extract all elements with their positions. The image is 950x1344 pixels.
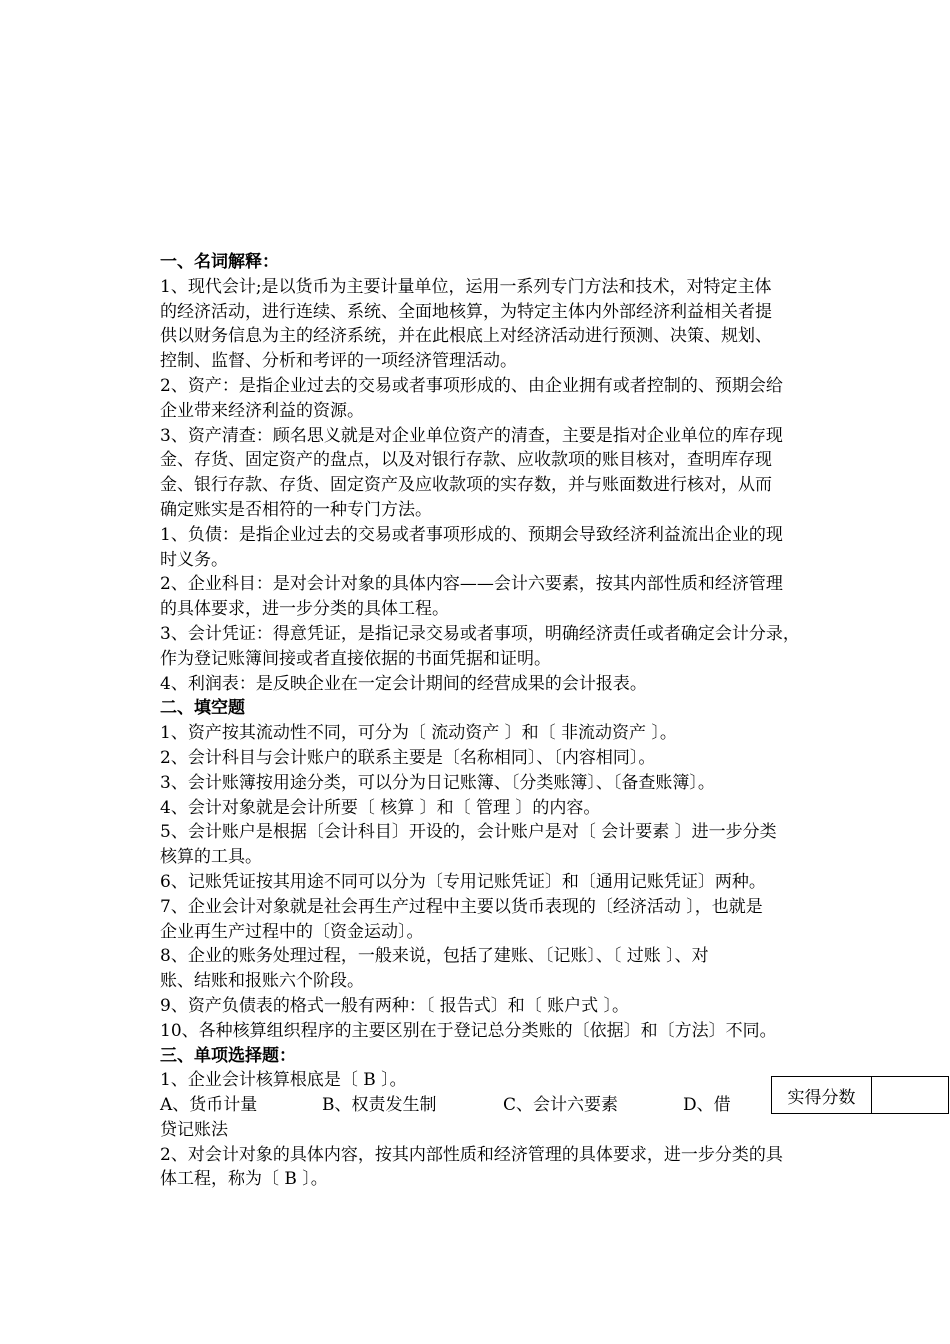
term-vouchers (160, 622, 868, 672)
text-line: 10、各种核算组织程序的主要区别在于登记总分类账的〔依据〕和〔方法〕不同。 (160, 1020, 777, 1041)
section-heading-terms: 一、名词解释： (160, 252, 279, 272)
text-line: 2、企业科目：是对会计对象的具体内容——会计六要素，按其内部性质和经济管理 (160, 574, 783, 595)
score-label: 实得分数 (772, 1077, 872, 1113)
option-c: C、会计六要素 (503, 1095, 619, 1116)
text-line: 金、存货、固定资产的盘点，以及对银行存款、应收款项的账目核对，查明库存现 (160, 450, 772, 471)
document-body (160, 250, 868, 1192)
text-line: 8、企业的账务处理过程，一般来说，包括了建账、〔记账〕、〔 过账 〕、对 (160, 946, 709, 967)
fill-question (160, 820, 868, 870)
text-line: 体工程，称为〔 B 〕。 (160, 1169, 328, 1190)
text-line: 2、会计科目与会计账户的联系主要是〔名称相同〕、〔内容相同〕。 (160, 747, 656, 768)
section-heading-single-choice: 三、单项选择题： (160, 1045, 296, 1066)
text-line: 6、记账凭证按其用途不同可以分为〔专用记账凭证〕和〔通用记账凭证〕两种。 (160, 871, 766, 892)
text-line: 企业再生产过程中的〔资金运动〕。 (160, 921, 424, 942)
fill-question (160, 746, 868, 771)
text-line: 3、会计账簿按用途分类，可以分为日记账簿、〔分类账簿〕、〔备查账簿〕。 (160, 772, 715, 793)
text-line: 金、银行存款、存货、固定资产及应收款项的实存数，并与账面数进行核对，从而 (160, 475, 772, 496)
option-a: A、货币计量 (160, 1095, 258, 1116)
text-line: 企业带来经济利益的资源。 (160, 400, 364, 421)
text-line: 核算的工具。 (160, 847, 262, 868)
text-line: 作为登记账簿间接或者直接依据的书面凭据和证明。 (160, 648, 551, 669)
text-line: 账、结账和报账六个阶段。 (160, 971, 364, 992)
text-line: 的经济活动，进行连续、系统、全面地核算，为特定主体内外部经济利益相关者提 (160, 301, 772, 322)
text-line: 2、资产：是指企业过去的交易或者事项形成的、由企业拥有或者控制的、预期会给 (160, 375, 783, 396)
text-line: 1、现代会计;是以货币为主要计量单位，运用一系列专门方法和技术，对特定主体 (160, 276, 772, 297)
text-line: 4、利润表：是反映企业在一定会计期间的经营成果的会计报表。 (160, 673, 647, 694)
choice-question-1: 1、企业会计核算根底是〔 B 〕。 (160, 1070, 407, 1091)
fill-question (160, 944, 868, 994)
fill-question (160, 771, 868, 796)
fill-question (160, 994, 868, 1019)
text-line: 时义务。 (160, 549, 228, 570)
text-line: 3、资产清查：顾名思义就是对企业单位资产的清查，主要是指对企业单位的库存现 (160, 425, 783, 446)
text-line: 控制、监督、分析和考评的一项经济管理活动。 (160, 351, 517, 372)
fill-question (160, 870, 868, 895)
text-line: 4、会计对象就是会计所要〔 核算 〕和〔 管理 〕的内容。 (160, 797, 601, 818)
text-line: 的具体要求，进一步分类的具体工程。 (160, 599, 449, 620)
text-line: 1、资产按其流动性不同，可分为〔 流动资产 〕和〔 非流动资产 〕。 (160, 723, 677, 744)
fill-question (160, 721, 868, 746)
fill-question (160, 895, 868, 945)
text-line: 2、对会计对象的具体内容，按其内部性质和经济管理的具体要求，进一步分类的具 (160, 1144, 783, 1165)
term-modern-accounting (160, 275, 868, 374)
section-heading-fill-blank: 二、填空题 (160, 698, 245, 719)
text-line: 确定账实是否相符的一种专门方法。 (160, 499, 432, 520)
score-box (771, 1076, 949, 1114)
text-line: 9、资产负债表的格式一般有两种：〔 报告式〕和〔 账户式 〕。 (160, 995, 630, 1016)
term-assets (160, 374, 868, 424)
choice-options-1 (160, 1093, 868, 1118)
text-line: 7、企业会计对象就是社会再生产过程中主要以货币表现的〔经济活动 〕，也就是 (160, 896, 763, 917)
text-line: 3、会计凭证：得意凭证，是指记录交易或者事项，明确经济责任或者确定会计分录， (160, 623, 800, 644)
term-accounts (160, 572, 868, 622)
option-d-continued: 贷记账法 (160, 1119, 228, 1140)
choice-question-2 (160, 1143, 868, 1193)
term-liabilities (160, 523, 868, 573)
fill-question (160, 1019, 868, 1044)
term-income-statement (160, 672, 868, 697)
text-line: 供以财务信息为主的经济系统，并在此根底上对经济活动进行预测、决策、规划、 (160, 326, 772, 347)
option-d: D、借 (683, 1095, 731, 1116)
text-line: 1、负债：是指企业过去的交易或者事项形成的、预期会导致经济利益流出企业的现 (160, 524, 783, 545)
option-b: B、权责发生制 (322, 1095, 437, 1116)
score-value-cell[interactable] (872, 1077, 948, 1113)
text-line: 5、会计账户是根据〔会计科目〕开设的，会计账户是对〔 会计要素 〕进一步分类 (160, 822, 777, 843)
term-asset-inventory (160, 424, 868, 523)
fill-question (160, 796, 868, 821)
